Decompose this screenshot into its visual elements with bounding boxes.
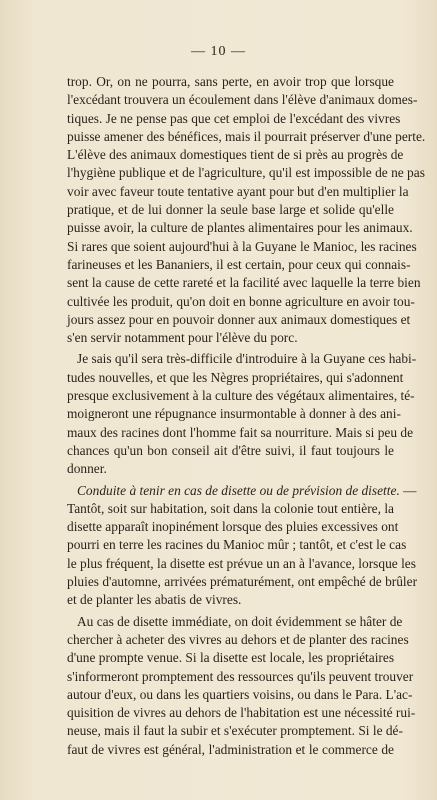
text-line: et de planter les abatis de vivres. bbox=[67, 592, 242, 608]
text-line: Si rares que soient aujourd'hui à la Guyane le Manioc, les racines bbox=[67, 238, 417, 254]
section-heading-title: Conduite à tenir en cas de disette ou de prévision de disette. bbox=[77, 482, 400, 498]
paragraph bbox=[67, 73, 426, 347]
paragraph bbox=[67, 613, 416, 759]
text-line: puisse amener des bénéfices, mais il pourrait préserver d'une perte. bbox=[67, 128, 426, 144]
text-line: tiques. Je ne pense pas que cet emploi de l'excédant des vivres bbox=[67, 110, 401, 126]
text-line: l'excédant trouvera un écoulement dans l'élève d'animaux domes- bbox=[67, 92, 418, 108]
text-line: voir avec faveur toute tentative ayant pour but d'en multiplier la bbox=[67, 183, 409, 199]
text-line: quisition de vivres au dehors de l'habitation est une nécessité rui- bbox=[67, 705, 416, 721]
text-line: pourri en terre les racines du Manioc mûr ; tantôt, et c'est le cas bbox=[67, 537, 407, 553]
text-line: farineuses et les Bananiers, il est certain, pour ceux qui connais- bbox=[67, 256, 411, 272]
text-line: le plus fréquent, la disette est prévue un an à l'avance, lorsque les bbox=[67, 555, 416, 571]
text-line: pratique, et de lui donner la seule base large et solide qu'elle bbox=[67, 202, 394, 218]
text-line: L'élève des animaux domestiques tient de si près au progrès de bbox=[67, 147, 404, 163]
text-line: Au cas de disette immédiate, on doit évidemment se hâter de bbox=[77, 613, 403, 629]
text-line: tudes nouvelles, et que les Nègres propriétaires, qui s'adonnent bbox=[67, 369, 404, 385]
text-line: donner. bbox=[67, 461, 107, 477]
text-line: faut de vivres est général, l'administration et le commerce de bbox=[67, 741, 394, 757]
text-line: neuse, mais il faut la subir et s'exécuter promptement. Si le dé- bbox=[67, 723, 403, 739]
text-line: Je sais qu'il sera très-difficile d'introduire à la Guyane ces habi- bbox=[77, 351, 417, 367]
text-line: disette apparaît inopinément lorsque des pluies excessives ont bbox=[67, 519, 399, 535]
text-line: l'hygiène publique et de l'agriculture, qu'il est impossible de ne pas bbox=[67, 165, 425, 181]
section-heading bbox=[67, 482, 417, 500]
text-line: moigneront une répugnance insurmontable à donner à des ani- bbox=[67, 406, 401, 422]
text-line: pluies d'automne, arrivées prématurément, ont empêché de brûler bbox=[67, 574, 418, 590]
page-number: — 10 — bbox=[191, 44, 246, 59]
text-line: puisse avoir, la culture de plantes alimentaires pour les animaux. bbox=[67, 220, 413, 236]
text-line: chances qu'un bon conseil ait d'être suivi, il faut toujours le bbox=[67, 442, 394, 458]
text-line: s'en servir notamment pour l'élève du porc. bbox=[67, 330, 298, 346]
text-line: maux des racines dont l'homme fait sa nourriture. Mais si peu de bbox=[67, 424, 414, 440]
text-line: jours assez pour en pouvoir donner aux animaux domestiques et bbox=[67, 311, 411, 327]
text-line: presque exclusivement à la culture des végétaux alimentaires, té- bbox=[67, 388, 415, 404]
text-line: autour d'eux, ou dans les quartiers voisins, ou dans le Para. L'ac- bbox=[67, 686, 413, 702]
text-line: trop. Or, on ne pourra, sans perte, en avoir trop que lorsque bbox=[67, 74, 394, 89]
text-line: d'une prompte venue. Si la disette est locale, les propriétaires bbox=[67, 650, 395, 666]
paragraph bbox=[67, 482, 418, 610]
section-heading-dash: — bbox=[399, 482, 417, 498]
text-line: chercher à acheter des vivres au dehors et de planter des racines bbox=[67, 631, 409, 647]
text-line: cultivée les produit, qu'on doit en bonne agriculture en avoir tou- bbox=[67, 293, 415, 309]
text-line: sent la cause de cette rareté et la facilité avec laquelle la terre bien bbox=[67, 275, 421, 291]
text-line: s'informeront promptement des ressources qu'ils peuvent trouver bbox=[67, 668, 414, 684]
page-body bbox=[67, 73, 426, 759]
text-line: Tantôt, soit sur habitation, soit dans la colonie tout entière, la bbox=[67, 500, 394, 516]
paragraph bbox=[67, 350, 417, 478]
